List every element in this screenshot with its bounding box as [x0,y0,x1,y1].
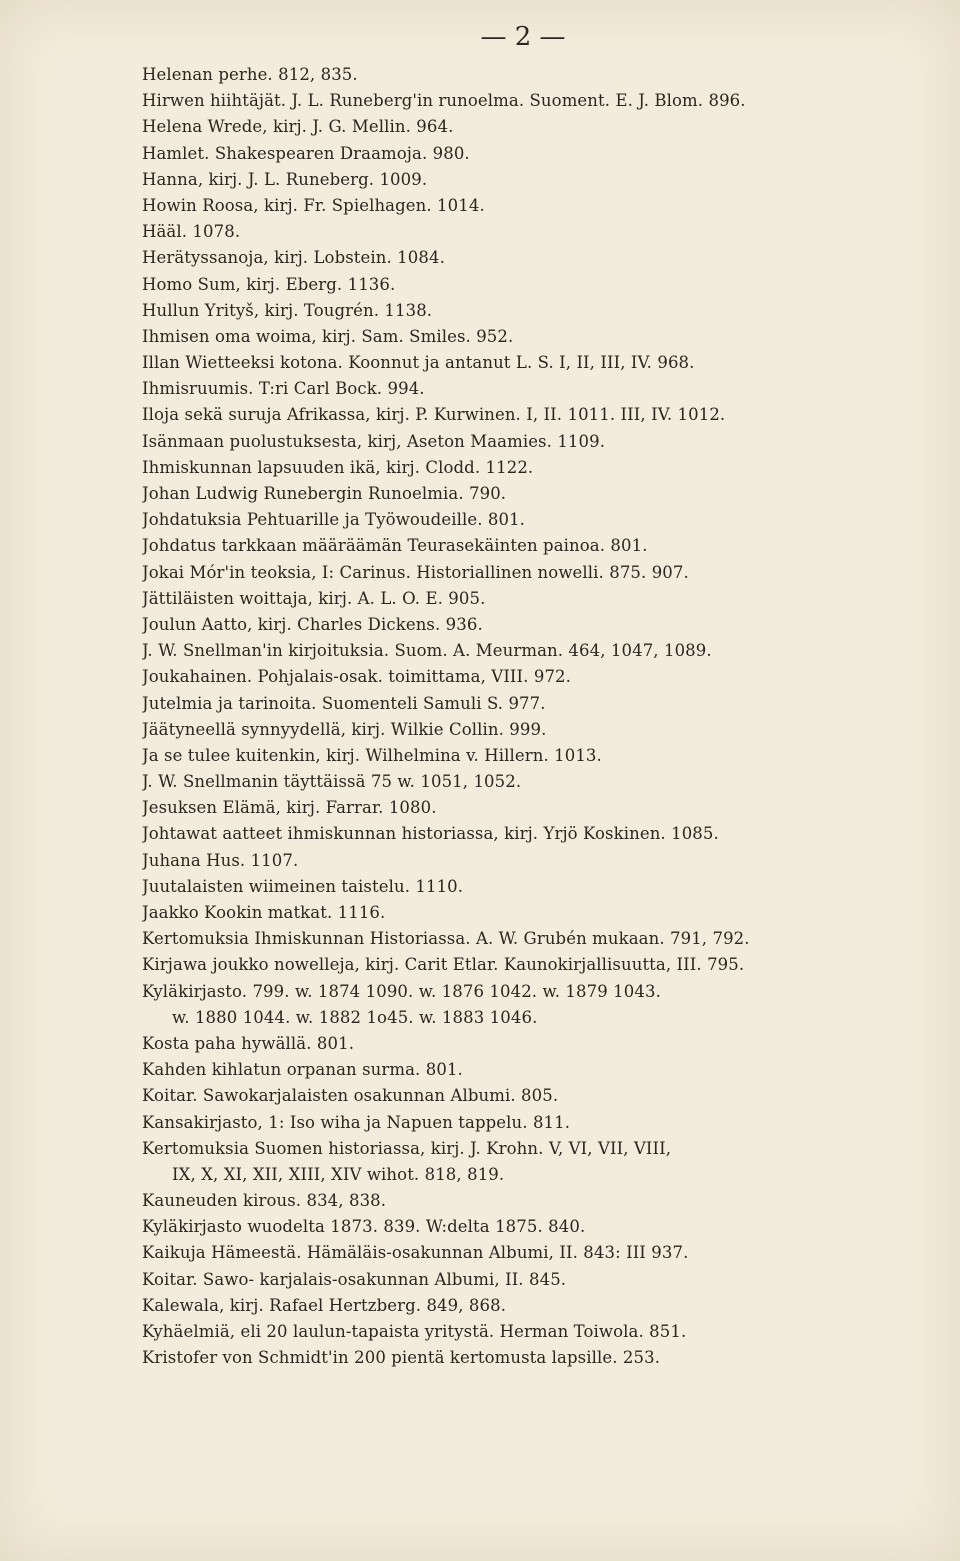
index-entry: Kaikuja Hämeestä. Hämäläis-osakunnan Albumi, II. 843: III 937. [142,1243,689,1263]
index-entry: Kirjawa joukko nowelleja, kirj. Carit Etlar. Kaunokirjallisuutta, III. 795. [142,955,745,975]
index-entry: Iloja sekä suruja Afrikassa, kirj. P. Kurwinen. I, II. 1011. III, IV. 1012. [142,405,726,425]
index-entry: Kristofer von Schmidt'in 200 pientä kertomusta lapsille. 253. [142,1348,661,1368]
index-entry: J. W. Snellmanin täyttäissä 75 w. 1051, 1052. [142,772,522,792]
index-entry: Ihmiskunnan lapsuuden ikä, kirj. Clodd. 1122. [142,457,534,477]
index-entry: Kosta paha hywällä. 801. [142,1033,355,1053]
index-entry: Koitar. Sawokarjalaisten osakunnan Albumi. 805. [142,1086,559,1106]
index-entries [142,62,942,1371]
index-entry: Kauneuden kirous. 834, 838. [142,1191,387,1211]
index-entry: Kansakirjasto, 1: Iso wiha ja Napuen tappelu. 811. [142,1112,571,1132]
index-entry: Hanna, kirj. J. L. Runeberg. 1009. [142,169,428,189]
index-entry: Hullun Yrityš, kirj. Tougrén. 1138. [142,300,433,320]
index-entry: Howin Roosa, kirj. Fr. Spielhagen. 1014. [142,195,485,215]
index-entry: Hirwen hiihtäjät. J. L. Runeberg'in runoelma. Suoment. E. J. Blom. 896. [142,91,746,111]
index-entry-continuation: w. 1880 1044. w. 1882 1o45. w. 1883 1046. [172,1007,538,1027]
index-entry: Kalewala, kirj. Rafael Hertzberg. 849, 868. [142,1295,507,1315]
index-entry: Helenan perhe. 812, 835. [142,65,358,84]
index-entry: Kertomuksia Ihmiskunnan Historiassa. A. W. Grubén mukaan. 791, 792. [142,929,750,949]
index-entry: Kyhäelmiä, eli 20 laulun-tapaista yritystä. Herman Toiwola. 851. [142,1322,687,1341]
index-entry: Johdatuksia Pehtuarille ja Työwoudeille. 801. [142,510,526,530]
index-entry: Herätyssanoja, kirj. Lobstein. 1084. [142,248,445,268]
index-entry: Jesuksen Elämä, kirj. Farrar. 1080. [142,798,437,818]
index-entry: Ja se tulee kuitenkin, kirj. Wilhelmina v. Hillern. 1013. [142,745,602,765]
index-entry: Koitar. Sawo- karjalais-osakunnan Albumi, II. 845. [142,1269,567,1289]
index-entry: Joukahainen. Pohjalais-osak. toimittama, VIII. 972. [142,667,571,687]
index-entry-continuation: IX, X, XI, XII, XIII, XIV wihot. 818, 819. [172,1164,505,1184]
index-entry: Juutalaisten wiimeinen taistelu. 1110. [142,876,464,896]
index-entry: Ihmisen oma woima, kirj. Sam. Smiles. 952. [142,326,514,346]
index-entry: Kyläkirjasto. 799. w. 1874 1090. w. 1876 1042. w. 1879 1043. [142,981,661,1001]
index-entry: Jaakko Kookin matkat. 1116. [142,903,386,922]
index-entry: Johan Ludwig Runebergin Runoelmia. 790. [142,484,507,503]
index-entry: Homo Sum, kirj. Eberg. 1136. [142,274,396,294]
index-entry: Helena Wrede, kirj. J. G. Mellin. 964. [142,117,454,137]
index-entry: Jättiläisten woittaja, kirj. A. L. O. E. 905. [142,588,486,608]
index-entry: J. W. Snellman'in kirjoituksia. Suom. A. Meurman. 464, 1047, 1089. [142,641,712,661]
index-entry: Hamlet. Shakespearen Draamoja. 980. [142,143,470,163]
index-entry: Kahden kihlatun orpanan surma. 801. [142,1060,463,1080]
index-entry: Jokai Mór'in teoksia, I: Carinus. Historiallinen nowelli. 875. 907. [142,562,689,582]
index-entry: Hääl. 1078. [142,222,241,242]
index-entry: Johdatus tarkkaan määräämän Teurasekäinten painoa. 801. [142,536,648,556]
page-number: — 2 — [480,22,566,52]
index-entry: Jäätyneellä synnyydellä, kirj. Wilkie Collin. 999. [142,719,547,739]
index-entry: Jutelmia ja tarinoita. Suomenteli Samuli S. 977. [142,693,546,713]
index-entry: Kyläkirjasto wuodelta 1873. 839. W:delta 1875. 840. [142,1217,586,1237]
index-entry: Johtawat aatteet ihmiskunnan historiassa, kirj. Yrjö Koskinen. 1085. [142,824,719,844]
index-entry: Ihmisruumis. T:ri Carl Bock. 994. [142,379,425,399]
index-entry: Joulun Aatto, kirj. Charles Dickens. 936. [142,614,483,634]
index-entry: Isänmaan puolustuksesta, kirj, Aseton Maamies. 1109. [142,431,606,451]
index-entry: Illan Wietteeksi kotona. Koonnut ja antanut L. S. I, II, III, IV. 968. [142,353,695,373]
index-entry: Juhana Hus. 1107. [142,850,299,870]
index-entry: Kertomuksia Suomen historiassa, kirj. J. Krohn. V, VI, VII, VIII, [142,1138,672,1158]
